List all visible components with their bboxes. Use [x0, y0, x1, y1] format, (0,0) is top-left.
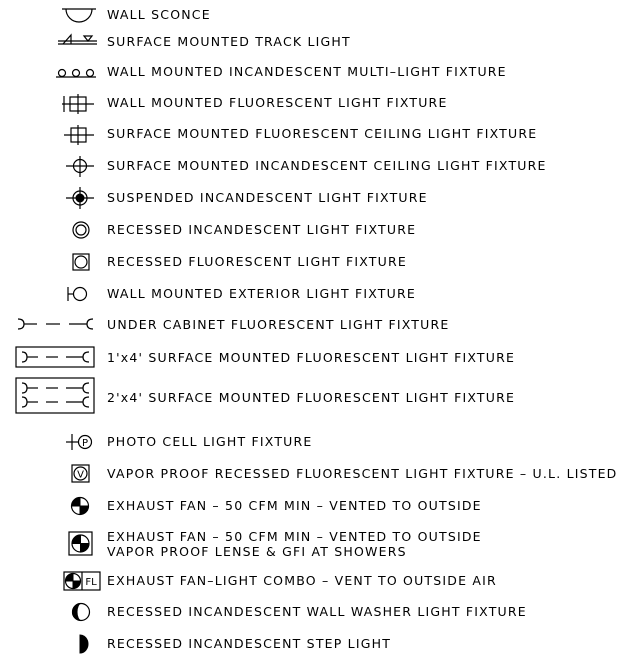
- fan-light-combo-icon: [0, 570, 104, 594]
- multi-light-label: WALL MOUNTED INCANDESCENT MULTI–LIGHT FIXTURE: [107, 64, 507, 79]
- fixture-1x4-label: 1'x4' SURFACE MOUNTED FLUORESCENT LIGHT FIXTURE: [107, 350, 516, 365]
- wall-fluorescent-icon: [0, 93, 100, 115]
- wall-fluorescent-label: WALL MOUNTED FLUORESCENT LIGHT FIXTURE: [107, 95, 448, 110]
- vapor-proof-tag: V: [77, 469, 84, 481]
- photo-cell-label: PHOTO CELL LIGHT FIXTURE: [107, 434, 313, 449]
- fan-light-combo-label: EXHAUST FAN–LIGHT COMBO – VENT TO OUTSIDE AIR: [107, 573, 497, 588]
- fixture-1x4-icon: [0, 345, 100, 371]
- recessed-fluorescent-label: RECESSED FLUORESCENT LIGHT FIXTURE: [107, 254, 407, 269]
- vapor-proof-label: VAPOR PROOF RECESSED FLUORESCENT LIGHT FIXTURE – U.L. LISTED: [107, 466, 618, 481]
- ceiling-fluorescent-label: SURFACE MOUNTED FLUORESCENT CEILING LIGHT FIXTURE: [107, 126, 538, 141]
- step-light-icon: [0, 633, 100, 657]
- exhaust-fan-vapor-label-2: VAPOR PROOF LENSE & GFI AT SHOWERS: [107, 544, 407, 559]
- exhaust-fan-vapor-icon: [0, 528, 100, 562]
- multi-light-icon: [0, 63, 100, 83]
- under-cabinet-label: UNDER CABINET FLUORESCENT LIGHT FIXTURE: [107, 317, 450, 332]
- wall-sconce-icon: [0, 6, 100, 26]
- ceiling-fluorescent-icon: [0, 124, 100, 146]
- exterior-light-label: WALL MOUNTED EXTERIOR LIGHT FIXTURE: [107, 286, 416, 301]
- ceiling-incandescent-icon: [0, 156, 100, 178]
- under-cabinet-icon: [0, 316, 100, 336]
- ceiling-incandescent-label: SURFACE MOUNTED INCANDESCENT CEILING LIGHT FIXTURE: [107, 158, 547, 173]
- wall-washer-icon: [0, 601, 100, 625]
- fixture-2x4-label: 2'x4' SURFACE MOUNTED FLUORESCENT LIGHT FIXTURE: [107, 390, 516, 405]
- recessed-incandescent-label: RECESSED INCANDESCENT LIGHT FIXTURE: [107, 222, 417, 237]
- fan-light-tag: FL: [85, 577, 97, 588]
- exhaust-fan-icon: [0, 495, 100, 519]
- track-light-icon: [0, 33, 100, 53]
- exhaust-fan-label: EXHAUST FAN – 50 CFM MIN – VENTED TO OUTSIDE: [107, 498, 482, 513]
- vapor-proof-icon: [0, 463, 100, 485]
- photo-cell-icon: [0, 431, 100, 453]
- fixture-2x4-icon: [0, 376, 100, 416]
- track-light-label: SURFACE MOUNTED TRACK LIGHT: [107, 34, 351, 49]
- suspended-label: SUSPENDED INCANDESCENT LIGHT FIXTURE: [107, 190, 428, 205]
- recessed-incandescent-icon: [0, 220, 100, 242]
- exhaust-fan-vapor-label: EXHAUST FAN – 50 CFM MIN – VENTED TO OUTSIDE: [107, 529, 482, 544]
- step-light-label: RECESSED INCANDESCENT STEP LIGHT: [107, 636, 392, 651]
- recessed-fluorescent-icon: [0, 252, 100, 274]
- wall-washer-label: RECESSED INCANDESCENT WALL WASHER LIGHT FIXTURE: [107, 604, 527, 619]
- exterior-light-icon: [0, 284, 100, 306]
- suspended-fixture-icon: [0, 187, 100, 209]
- photo-cell-tag: P: [81, 438, 89, 449]
- wall-sconce-label: WALL SCONCE: [107, 7, 211, 22]
